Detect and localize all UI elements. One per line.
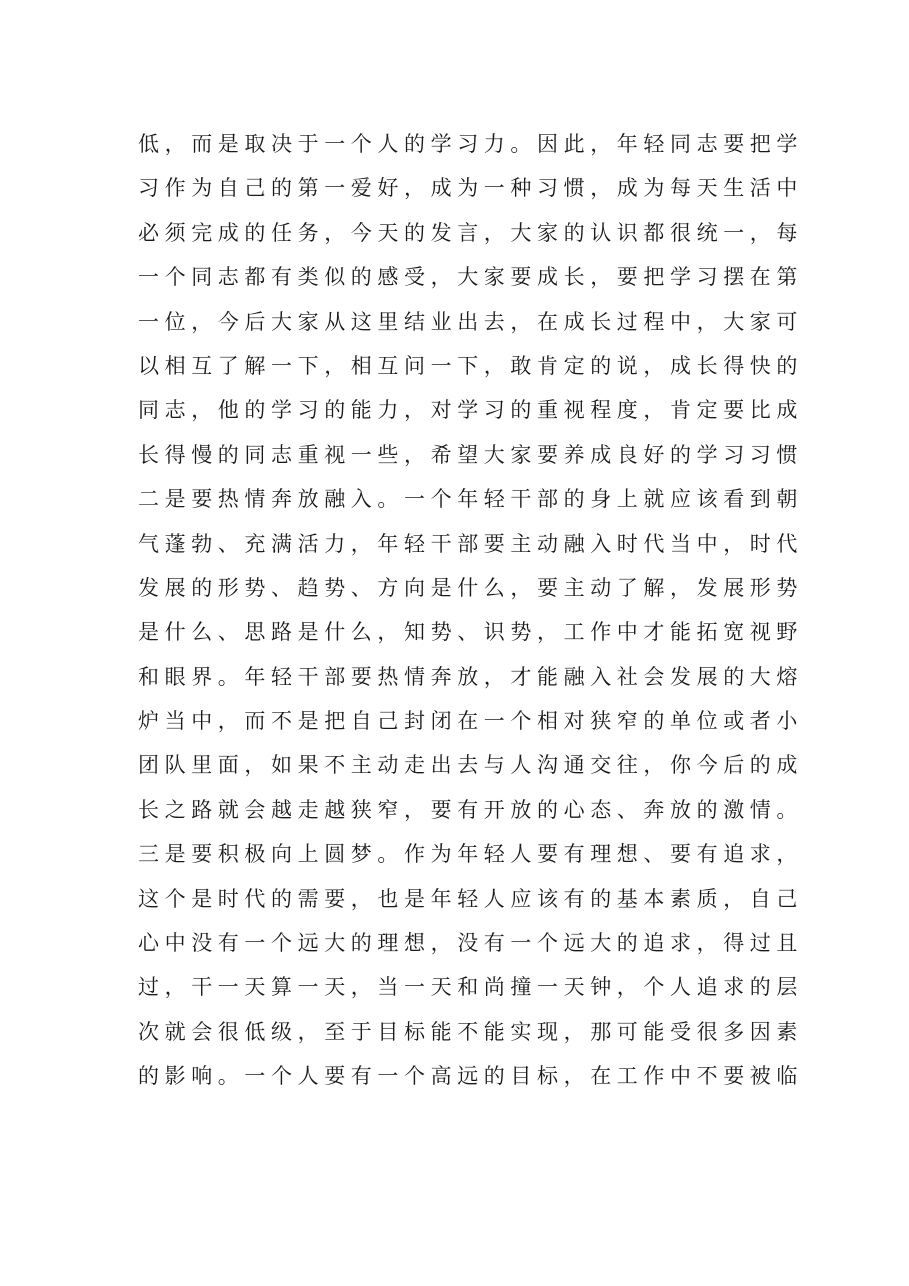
text-line: 一个同志都有类似的感受，大家要成长，要把学习摆在第: [138, 265, 803, 290]
text-line: 低，而是取决于一个人的学习力。因此，年轻同志要把学: [138, 132, 803, 156]
text-line: 气蓬勃、充满活力，年轻干部要主动融入时代当中，时代: [138, 531, 803, 556]
text-line: 三是要积极向上圆梦。作为年轻人要有理想、要有追求，: [138, 842, 803, 867]
text-line: 二是要热情奔放融入。一个年轻干部的身上就应该看到朝: [138, 487, 803, 512]
text-line: 心中没有一个远大的理想，没有一个远大的追求，得过且: [138, 931, 803, 956]
text-line: 和眼界。年轻干部要热情奔放，才能融入社会发展的大熔: [138, 664, 803, 689]
text-line: 炉当中，而不是把自己封闭在一个相对狭窄的单位或者小: [138, 709, 803, 734]
text-line: 的影响。一个人要有一个高远的目标，在工作中不要被临: [138, 1064, 803, 1089]
text-line: 习作为自己的第一爱好，成为一种习惯，成为每天生活中: [138, 176, 803, 201]
text-line: 长得慢的同志重视一些，希望大家要养成良好的学习习惯: [138, 442, 803, 467]
text-line: 是什么、思路是什么，知势、识势，工作中才能拓宽视野: [138, 620, 803, 645]
text-line: 发展的形势、趋势、方向是什么，要主动了解，发展形势: [138, 575, 803, 600]
text-line: 同志，他的学习的能力，对学习的重视程度，肯定要比成: [138, 398, 803, 423]
text-line: 必须完成的任务，今天的发言，大家的认识都很统一，每: [138, 220, 803, 245]
text-line: 过，干一天算一天，当一天和尚撞一天钟，个人追求的层: [138, 975, 803, 1000]
body-text: [138, 122, 803, 1099]
text-line: 一位，今后大家从这里结业出去，在成长过程中，大家可: [138, 309, 803, 334]
text-line: 这个是时代的需要，也是年轻人应该有的基本素质，自己: [138, 886, 803, 911]
text-line: 长之路就会越走越狭窄，要有开放的心态、奔放的激情。: [138, 797, 803, 822]
text-line: 次就会很低级，至于目标能不能实现，那可能受很多因素: [138, 1019, 803, 1044]
text-line: 团队里面，如果不主动走出去与人沟通交往，你今后的成: [138, 753, 803, 778]
text-line: 以相互了解一下，相互问一下，敢肯定的说，成长得快的: [138, 353, 803, 378]
